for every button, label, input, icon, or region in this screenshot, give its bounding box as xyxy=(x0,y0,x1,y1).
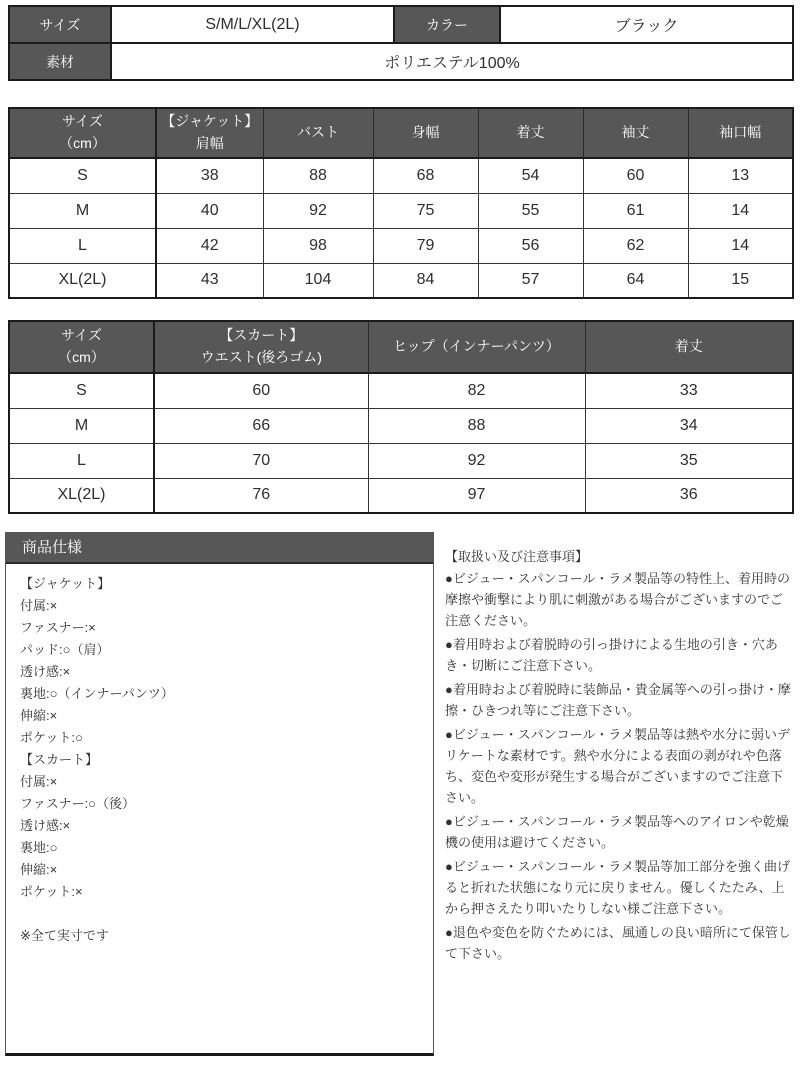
skirt-header-size-line1: サイズ xyxy=(61,327,102,344)
jacket-cell: 98 xyxy=(263,228,373,263)
size-label-cell: サイズ xyxy=(9,6,111,43)
jacket-header-size-line1: サイズ xyxy=(62,113,103,130)
skirt-header-size-line2: （cm） xyxy=(58,349,105,365)
jacket-header-bust: バスト xyxy=(263,108,373,158)
skirt-size-cell: L xyxy=(9,443,154,478)
jacket-row-m xyxy=(9,193,793,228)
jacket-cell: 92 xyxy=(263,193,373,228)
precautions-title: 【取扱い及び注意事項】 xyxy=(445,549,589,564)
skirt-header-size xyxy=(9,321,154,373)
spec-line: ポケット:○ xyxy=(20,730,83,745)
skirt-size-cell: S xyxy=(9,373,154,408)
spec-line: 透け感:× xyxy=(20,818,71,833)
jacket-header-shoulder-line2: 肩幅 xyxy=(195,135,224,151)
jacket-header-cuff: 袖口幅 xyxy=(688,108,793,158)
skirt-size-cell: M xyxy=(9,408,154,443)
spec-line: ポケット:× xyxy=(20,884,83,899)
jacket-cell: 13 xyxy=(688,158,793,193)
jacket-size-cell: L xyxy=(9,228,156,263)
product-spec-body xyxy=(6,564,433,947)
jacket-header-size xyxy=(9,108,156,158)
skirt-row-s xyxy=(9,373,793,408)
skirt-cell: 88 xyxy=(368,408,585,443)
skirt-size-cell: XL(2L) xyxy=(9,478,154,513)
jacket-header-shoulder xyxy=(156,108,263,158)
skirt-cell: 92 xyxy=(368,443,585,478)
spec-line: 付属:× xyxy=(20,774,58,789)
skirt-row-m xyxy=(9,408,793,443)
skirt-cell: 70 xyxy=(154,443,368,478)
spec-line: 伸縮:× xyxy=(20,862,58,877)
precaution-item: ●ビジュー・スパンコール・ラメ製品等へのアイロンや乾燥機の使用は避けてください。 xyxy=(445,814,789,850)
skirt-cell: 76 xyxy=(154,478,368,513)
skirt-cell: 35 xyxy=(585,443,793,478)
spec-line: 裏地:○ xyxy=(20,840,58,855)
jacket-cell: 75 xyxy=(373,193,478,228)
info-table xyxy=(8,5,794,81)
jacket-row-xl xyxy=(9,263,793,298)
skirt-cell: 97 xyxy=(368,478,585,513)
jacket-cell: 38 xyxy=(156,158,263,193)
skirt-header-length: 着丈 xyxy=(585,321,793,373)
spec-line: 伸縮:× xyxy=(20,708,58,723)
jacket-cell: 14 xyxy=(688,193,793,228)
spec-line: パッド:○（肩） xyxy=(20,642,110,657)
product-spec-box xyxy=(5,532,434,1056)
jacket-size-cell: XL(2L) xyxy=(9,263,156,298)
precaution-item: ●着用時および着脱時に装飾品・貴金属等への引っ掛け・摩擦・ひきつれ等にご注意下さい。 xyxy=(445,682,791,718)
jacket-cell: 104 xyxy=(263,263,373,298)
skirt-size-table xyxy=(8,320,794,514)
jacket-cell: 42 xyxy=(156,228,263,263)
spec-line: ファスナー:× xyxy=(20,620,96,635)
jacket-cell: 84 xyxy=(373,263,478,298)
skirt-header-waist xyxy=(154,321,368,373)
precaution-item: ●着用時および着脱時の引っ掛けによる生地の引き・穴あき・切断にご注意下さい。 xyxy=(445,637,778,673)
spec-line: 【スカート】 xyxy=(20,752,99,767)
skirt-cell: 34 xyxy=(585,408,793,443)
skirt-cell: 60 xyxy=(154,373,368,408)
spec-note: ※全て実寸です xyxy=(20,928,109,943)
jacket-header-body-width: 身幅 xyxy=(373,108,478,158)
precaution-item: ●ビジュー・スパンコール・ラメ製品等加工部分を強く曲げると折れた状態になり元に戻りません。優しくたたみ、上から押さえたり叩いたりしない様ご注意下さい。 xyxy=(445,859,790,916)
jacket-cell: 61 xyxy=(583,193,688,228)
skirt-row-l xyxy=(9,443,793,478)
jacket-cell: 55 xyxy=(478,193,583,228)
precaution-item: ●退色や変色を防ぐためには、風通しの良い暗所にて保管して下さい。 xyxy=(445,925,791,961)
jacket-header-length: 着丈 xyxy=(478,108,583,158)
color-label-cell: カラー xyxy=(394,6,500,43)
skirt-row-xl xyxy=(9,478,793,513)
precaution-item: ●ビジュー・スパンコール・ラメ製品等の特性上、着用時の摩擦や衝撃により肌に刺激がある場合がございますのでご注意ください。 xyxy=(445,571,790,628)
skirt-cell: 33 xyxy=(585,373,793,408)
skirt-header-hip: ヒップ（インナーパンツ） xyxy=(368,321,585,373)
product-spec-title: 商品仕様 xyxy=(6,533,433,564)
material-label-cell: 素材 xyxy=(9,43,111,80)
jacket-size-table xyxy=(8,107,794,299)
jacket-row-l xyxy=(9,228,793,263)
jacket-cell: 54 xyxy=(478,158,583,193)
jacket-header-size-line2: （cm） xyxy=(59,135,106,151)
skirt-cell: 82 xyxy=(368,373,585,408)
spec-line: 透け感:× xyxy=(20,664,71,679)
jacket-cell: 14 xyxy=(688,228,793,263)
skirt-header-waist-line1: 【スカート】 xyxy=(219,327,304,344)
jacket-cell: 64 xyxy=(583,263,688,298)
jacket-row-s xyxy=(9,158,793,193)
jacket-cell: 60 xyxy=(583,158,688,193)
jacket-cell: 88 xyxy=(263,158,373,193)
jacket-cell: 43 xyxy=(156,263,263,298)
skirt-cell: 36 xyxy=(585,478,793,513)
jacket-cell: 68 xyxy=(373,158,478,193)
skirt-cell: 66 xyxy=(154,408,368,443)
color-value-cell: ブラック xyxy=(500,6,793,43)
jacket-size-cell: M xyxy=(9,193,156,228)
spec-line: 裏地:○（インナーパンツ） xyxy=(20,686,174,701)
precautions-section xyxy=(445,546,795,967)
jacket-cell: 15 xyxy=(688,263,793,298)
jacket-cell: 56 xyxy=(478,228,583,263)
size-value-cell: S/M/L/XL(2L) xyxy=(111,6,394,43)
jacket-header-shoulder-line1: 【ジャケット】 xyxy=(161,113,259,130)
precaution-item: ●ビジュー・スパンコール・ラメ製品等は熱や水分に弱いデリケートな素材です。熱や水分による表面の剥がれや色落ち、変色や変形が発生する場合がございますのでご注意下さい。 xyxy=(445,727,790,805)
jacket-header-sleeve: 袖丈 xyxy=(583,108,688,158)
skirt-header-waist-line2: ウエスト(後ろゴム) xyxy=(200,349,322,365)
material-value-cell: ポリエステル100% xyxy=(111,43,793,80)
jacket-cell: 57 xyxy=(478,263,583,298)
jacket-cell: 40 xyxy=(156,193,263,228)
jacket-cell: 79 xyxy=(373,228,478,263)
jacket-size-cell: S xyxy=(9,158,156,193)
spec-line: ファスナー:○（後） xyxy=(20,796,135,811)
spec-line: 付属:× xyxy=(20,598,58,613)
spec-line: 【ジャケット】 xyxy=(20,576,111,591)
jacket-cell: 62 xyxy=(583,228,688,263)
